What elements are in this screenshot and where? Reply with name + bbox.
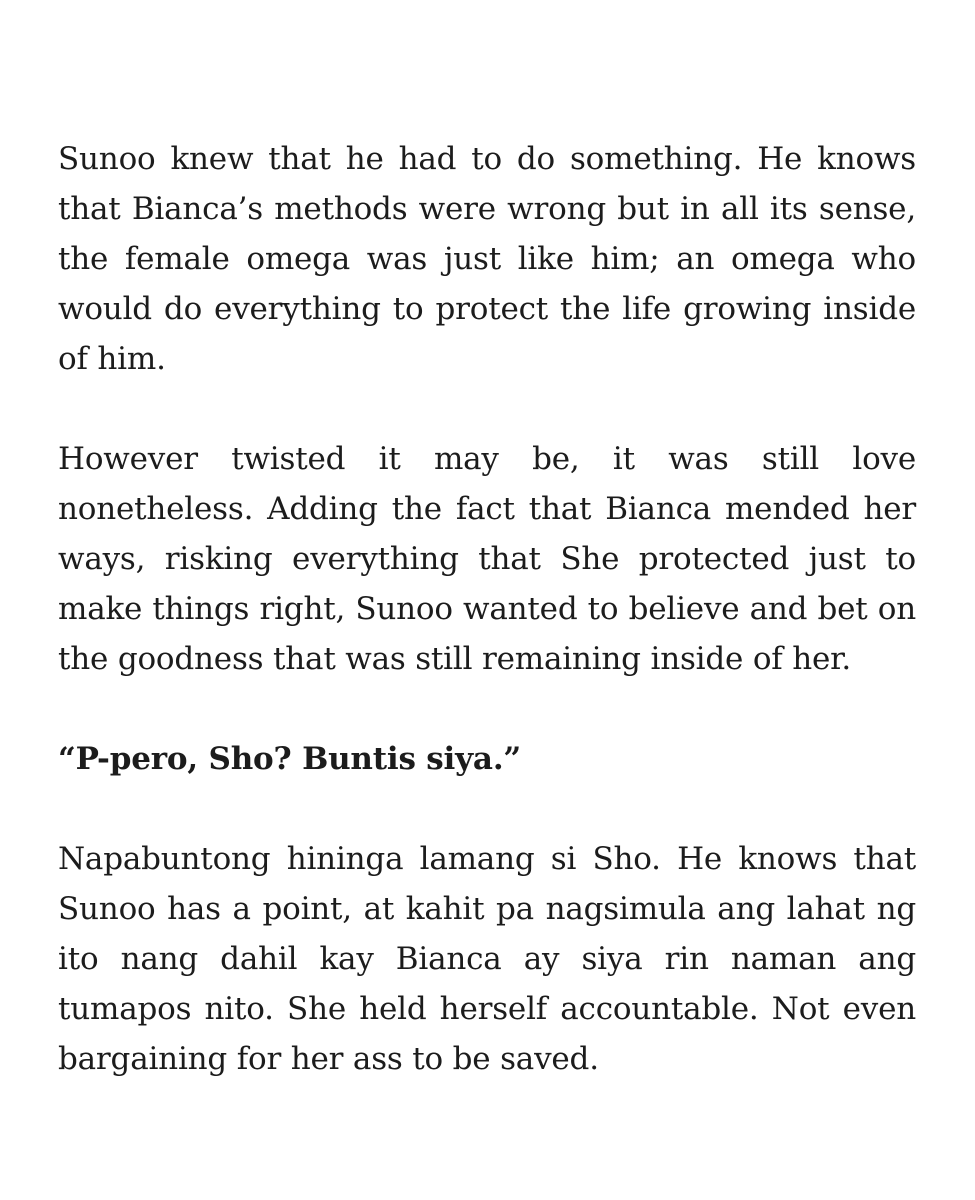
dialogue-line: “P-pero, Sho? Buntis siya.” (58, 741, 522, 777)
document-page (58, 134, 916, 1084)
paragraph-1: Sunoo knew that he had to do something. He knows that Bianca’s methods were wrong but in all its sense, the female omega was just like him; an omega who would do everything to protect the life growing inside of him. (58, 141, 916, 377)
paragraph-spacer (58, 384, 916, 434)
paragraph-2: However twisted it may be, it was still love nonetheless. Adding the fact that Bianca mended her ways, risking everything that She protected just to make things right, Sunoo wanted to believe and bet on the goodness that was still remaining inside of her. (58, 441, 916, 677)
paragraph-spacer (58, 684, 916, 734)
paragraph-spacer (58, 784, 916, 834)
paragraph-3: Napabuntong hininga lamang si Sho. He knows that Sunoo has a point, at kahit pa nagsimula ang lahat ng ito nang dahil kay Bianca ay siya rin naman ang tumapos nito. She held herself accountable. Not even bargaining for her ass to be saved. (58, 841, 916, 1077)
